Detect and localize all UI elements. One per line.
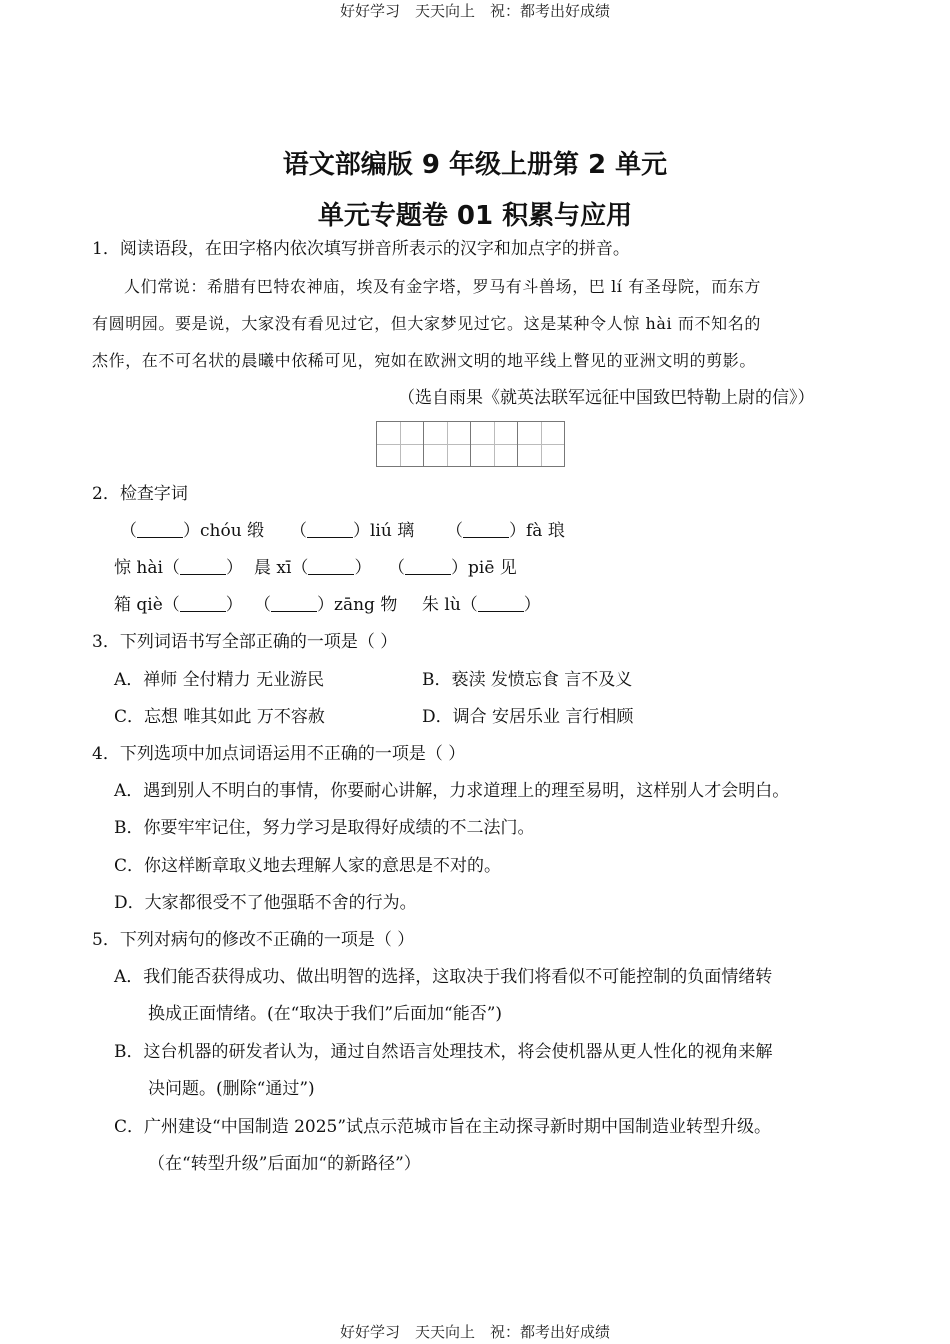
- q1-passage-line-1: 人们常说：希腊有巴特农神庙，埃及有金字塔，罗马有斗兽场，巴 lí 有圣母院，而东方: [124, 277, 762, 296]
- q2-item-suffix: ）: [225, 558, 243, 578]
- q2-item-prefix: 惊 hài（: [114, 558, 180, 578]
- tianzige-cell[interactable]: [423, 421, 471, 467]
- q1-passage-line-2: 有圆明园。要是说，大家没有看见过它，但大家梦见过它。这是某种令人惊 hài 而不知名的: [92, 314, 761, 333]
- q2-item-prefix: （: [290, 521, 307, 541]
- q2-item: [254, 557, 371, 579]
- q2-item: [254, 594, 397, 616]
- answer-blank[interactable]: [463, 521, 509, 538]
- q1-source: （选自雨果《就英法联军远征中国致巴特勒上尉的信》）: [398, 388, 815, 408]
- q4-option-d[interactable]: D．大家都很受不了他强聒不舍的行为。: [114, 893, 417, 913]
- answer-blank[interactable]: [405, 558, 451, 575]
- q2-item-prefix: 朱 lù（: [422, 595, 478, 615]
- q1-stem: 1．阅读语段，在田字格内依次填写拼音所表示的汉字和加点字的拼音。: [92, 239, 630, 259]
- q3-stem: 3．下列词语书写全部正确的一项是（ ）: [92, 632, 398, 652]
- q1-passage-line-3: 杰作，在不可名状的晨曦中依稀可见，宛如在欧洲文明的地平线上瞥见的亚洲文明的剪影。: [92, 351, 757, 370]
- tianzige-cell[interactable]: [470, 421, 518, 467]
- q4-option-a[interactable]: A．遇到别人不明白的事情，你要耐心讲解，力求道理上的理至易明，这样别人才会明白。: [114, 781, 790, 801]
- document-title: 语文部编版 9 年级上册第 2 单元: [282, 150, 668, 180]
- q2-item-suffix: ）chóu 缎: [183, 521, 265, 541]
- q2-item-suffix: ）zāng 物: [317, 595, 398, 615]
- q4-option-b[interactable]: B．你要牢牢记住，努力学习是取得好成绩的不二法门。: [114, 818, 535, 838]
- q2-item-prefix: （: [446, 521, 463, 541]
- q2-item: [114, 557, 243, 579]
- q5-option-a-cont: 换成正面情绪。(在“取决于我们”后面加“能否”): [148, 1004, 503, 1024]
- q2-item-suffix: ）piē 见: [451, 558, 517, 578]
- document-subtitle: 单元专题卷 01 积累与应用: [317, 201, 633, 231]
- q2-item-prefix: 箱 qiè（: [114, 595, 180, 615]
- q4-option-c[interactable]: C．你这样断章取义地去理解人家的意思是不对的。: [114, 856, 502, 876]
- answer-blank[interactable]: [307, 521, 353, 538]
- q3-option-b[interactable]: B．亵渎 发愤忘食 言不及义: [422, 670, 633, 690]
- answer-blank[interactable]: [137, 521, 183, 538]
- answer-blank[interactable]: [308, 558, 354, 575]
- tianzige-cell[interactable]: [517, 421, 565, 467]
- q2-item-suffix: ）liú 璃: [353, 521, 415, 541]
- q2-item-prefix: （: [120, 521, 137, 541]
- answer-blank[interactable]: [478, 595, 524, 612]
- q2-item: [290, 520, 414, 542]
- q2-item-prefix: （: [254, 595, 271, 615]
- q2-item: [120, 520, 264, 542]
- q2-item-suffix: ）: [523, 595, 541, 615]
- q2-item: [422, 594, 541, 616]
- q5-option-b-cont: 决问题。(删除“通过”): [148, 1079, 315, 1099]
- q2-stem: 2．检查字词: [92, 484, 188, 504]
- answer-blank[interactable]: [271, 595, 317, 612]
- q2-item: [114, 594, 243, 616]
- q5-option-c-cont: （在“转型升级”后面加“的新路径”）: [148, 1154, 421, 1174]
- tianzige-grid: [376, 421, 565, 467]
- page-header: 好好学习 天天向上 祝：都考出好成绩: [339, 2, 610, 20]
- q2-item-prefix: 晨 xī（: [254, 558, 309, 578]
- q3-option-c[interactable]: C．忘想 唯其如此 万不容赦: [114, 707, 325, 727]
- q2-item: [446, 520, 565, 542]
- q5-option-a[interactable]: A．我们能否获得成功、做出明智的选择，这取决于我们将看似不可能控制的负面情绪转: [114, 967, 773, 987]
- q4-stem: 4．下列选项中加点词语运用不正确的一项是（ ）: [92, 744, 466, 764]
- q5-stem: 5．下列对病句的修改不正确的一项是（ ）: [92, 930, 415, 950]
- q5-option-b[interactable]: B．这台机器的研发者认为，通过自然语言处理技术，将会使机器从更人性化的视角来解: [114, 1042, 773, 1062]
- q3-option-a[interactable]: A．禅师 全付精力 无业游民: [114, 670, 325, 690]
- answer-blank[interactable]: [180, 595, 226, 612]
- q5-option-c[interactable]: C．广州建设“中国制造 2025”试点示范城市旨在主动探寻新时期中国制造业转型升级。: [114, 1117, 772, 1137]
- tianzige-cell[interactable]: [376, 421, 424, 467]
- page-footer: 好好学习 天天向上 祝：都考出好成绩: [339, 1323, 610, 1341]
- q2-item-suffix: ）: [354, 558, 372, 578]
- q2-item-prefix: （: [388, 558, 405, 578]
- q2-item: [388, 557, 517, 579]
- q3-option-d[interactable]: D．调合 安居乐业 言行相顾: [422, 707, 634, 727]
- q2-item-suffix: ）fà 琅: [509, 521, 565, 541]
- q2-item-suffix: ）: [225, 595, 243, 615]
- answer-blank[interactable]: [180, 558, 226, 575]
